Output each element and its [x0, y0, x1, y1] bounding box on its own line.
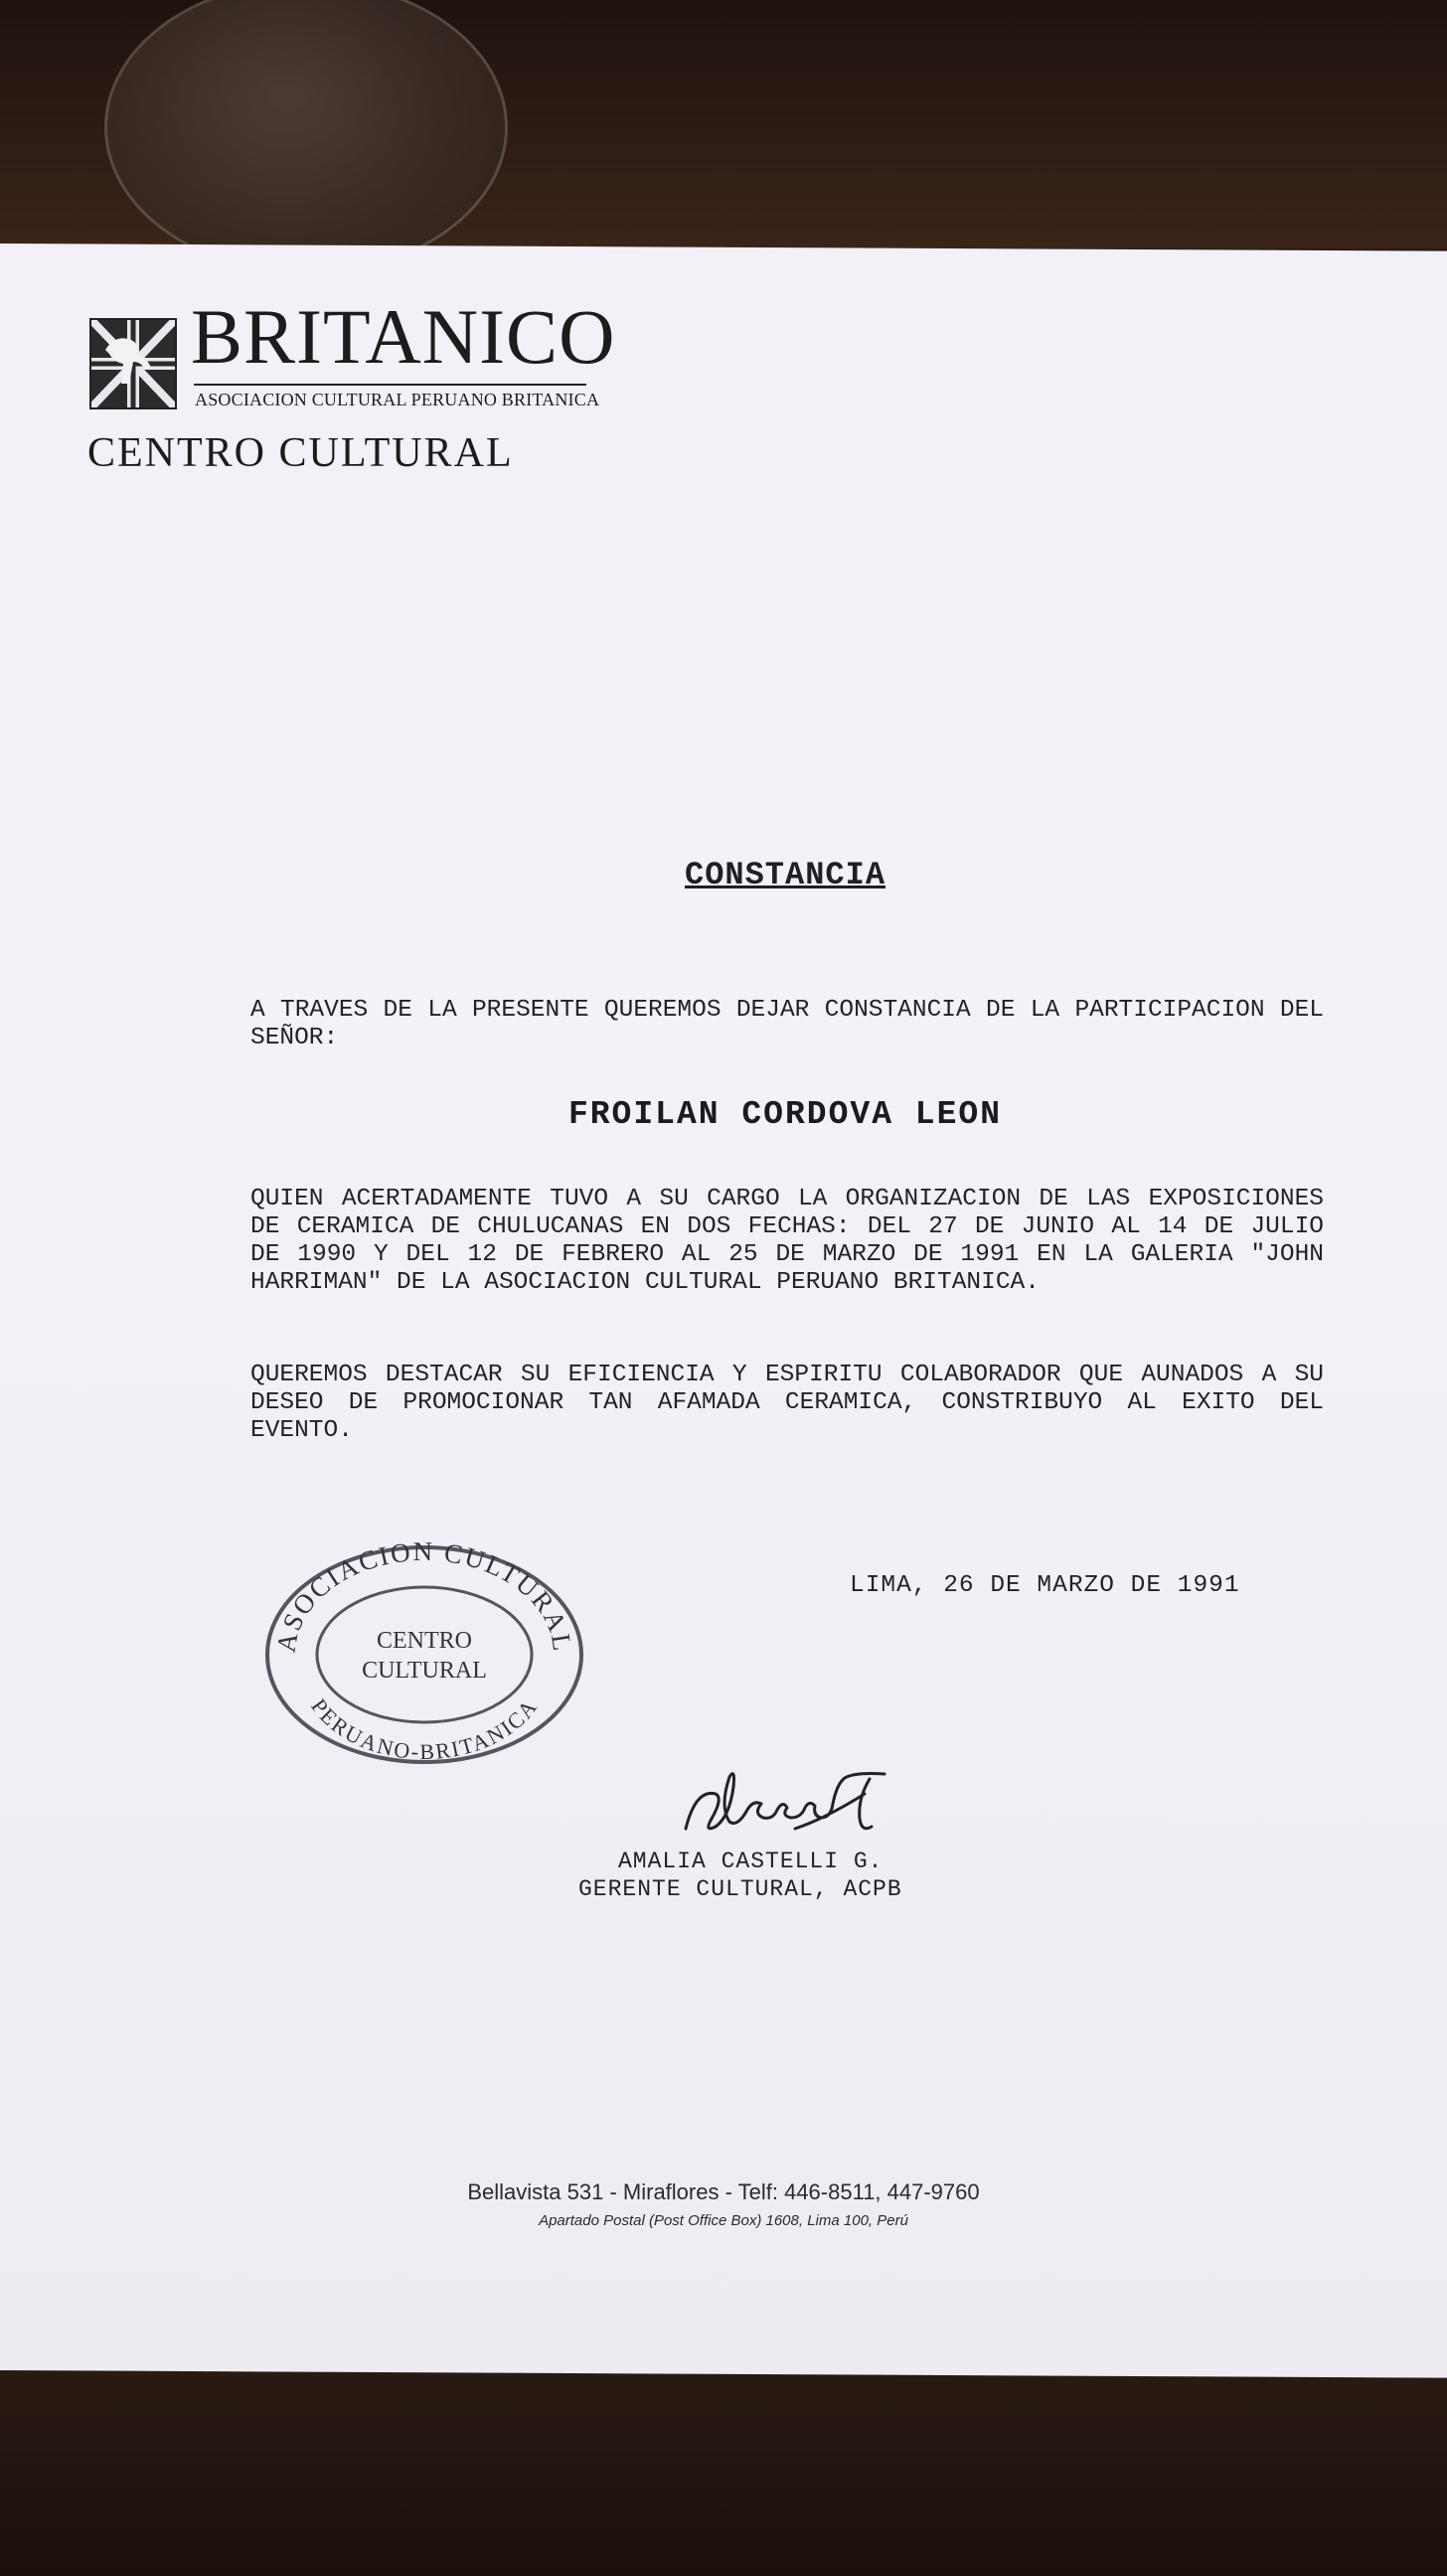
intro-paragraph: A TRAVES DE LA PRESENTE QUEREMOS DEJAR CONSTANCIA DE LA PARTICIPACION DEL SEÑOR: — [250, 997, 1324, 1051]
background-bottom — [0, 2365, 1447, 2576]
recipient-name: FROILAN CORDOVA LEON — [567, 1096, 1003, 1133]
place-date: LIMA, 26 DE MARZO DE 1991 — [850, 1572, 1240, 1599]
stamp-ring-top: ASOCIACION CULTURAL — [270, 1535, 578, 1655]
division-title: CENTRO CULTURAL — [87, 430, 514, 476]
signatory-title: GERENTE CULTURAL, ACPB — [578, 1876, 902, 1902]
britanico-logo-icon — [89, 318, 177, 409]
body-paragraph-2: QUEREMOS DESTACAR SU EFICIENCIA Y ESPIRITU COLABORADOR QUE AUNADOS A SU DESEO DE PROMOCIONAR TAN AFAMADA CERAMICA, CONSTRIBUYO AL EXITO DEL EVENTO. — [250, 1362, 1324, 1444]
handwritten-signature — [676, 1749, 974, 1858]
stamp-center-line1: CENTRO — [377, 1628, 472, 1654]
footer-postal: Apartado Postal (Post Office Box) 1608, Lima 100, Perú — [539, 2212, 908, 2229]
footer-address: Bellavista 531 - Miraflores - Telf: 446-8511, 447-9760 — [467, 2179, 980, 2204]
signatory-name: AMALIA CASTELLI G. — [618, 1849, 884, 1874]
letter-title: CONSTANCIA — [684, 857, 886, 893]
letter-paper — [0, 243, 1447, 2378]
stamp-center-line2: CULTURAL — [362, 1658, 487, 1684]
brand-name: BRITANICO — [191, 293, 616, 380]
brand-rule — [194, 384, 586, 386]
organization-stamp — [260, 1530, 588, 1769]
svg-text:PERUANO-BRITANICA — [306, 1693, 543, 1764]
stamp-ring-bottom: PERUANO-BRITANICA — [306, 1693, 543, 1765]
brand-subtitle: ASOCIACION CULTURAL PERUANO BRITANICA — [195, 390, 600, 409]
body-paragraph-1: QUIEN ACERTADAMENTE TUVO A SU CARGO LA ORGANIZACION DE LAS EXPOSICIONES DE CERAMICA DE CHULUCANAS EN DOS FECHAS: DEL 27 DE JUNIO AL 14 DE JULIO DE 1990 Y DEL 12 DE FEBRERO AL 25 DE MARZO DE 1991 EN LA GALERIA "JOHN HARRIMAN" DE LA ASOCIACION CULTURAL PERUANO BRITANICA. — [250, 1186, 1324, 1296]
